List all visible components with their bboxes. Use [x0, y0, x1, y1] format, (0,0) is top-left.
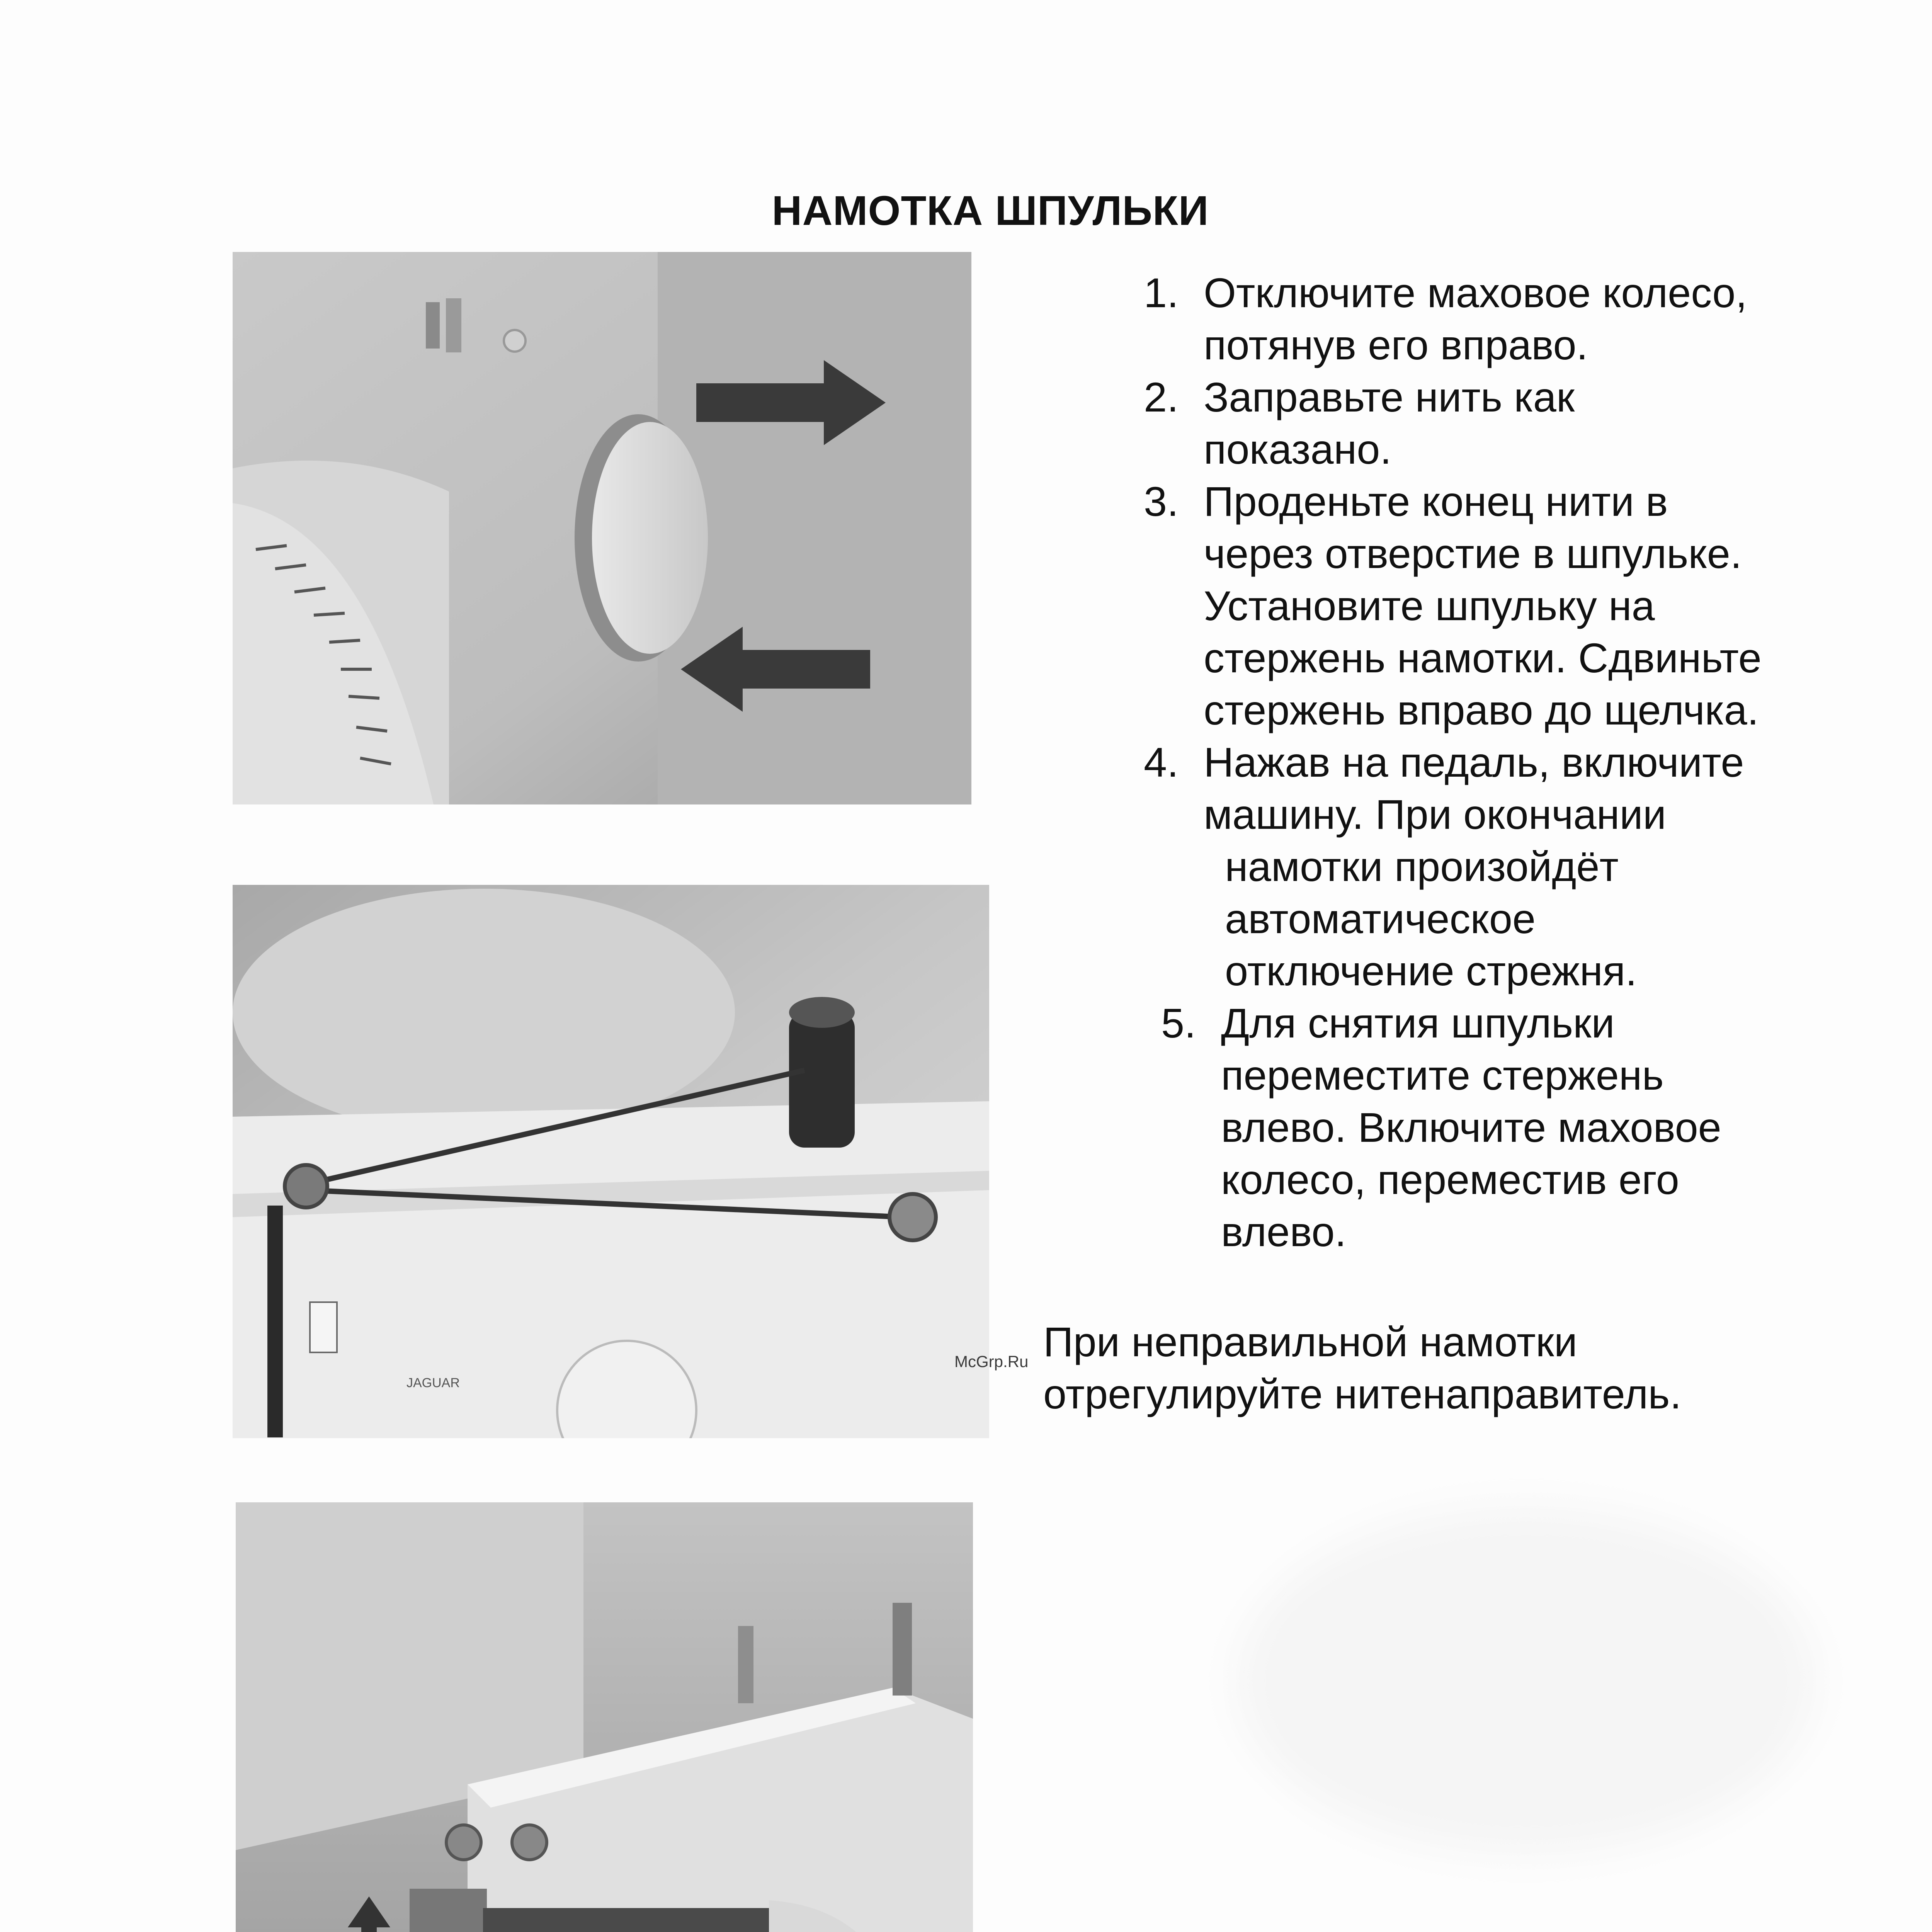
step-line: через отверстие в шпульке.: [1204, 530, 1742, 577]
step-number: 1.: [1144, 269, 1179, 316]
photo-thread-path: [233, 885, 989, 1438]
step-line: Установите шпульку на: [1204, 582, 1655, 629]
step-line: стержень вправо до щелчка.: [1204, 687, 1759, 733]
winding-note: [1043, 1316, 1893, 1420]
step-number: 5.: [1161, 1000, 1196, 1046]
jaguar-logo-text: JAGUAR: [406, 1376, 460, 1390]
step-item: [1136, 267, 1909, 371]
step-line: колесо, переместив его: [1221, 1156, 1679, 1203]
step-line: влево.: [1221, 1208, 1347, 1255]
step-line: Для снятия шпульки: [1221, 1000, 1615, 1046]
step-number: 3.: [1144, 478, 1179, 525]
note-line: При неправильной намотки: [1043, 1318, 1578, 1365]
step-line: Проденьте конец нити в: [1204, 478, 1668, 525]
photo-handwheel-release: [233, 252, 971, 804]
step-item: [1136, 997, 1909, 1258]
step-line: Заправьте нить как: [1204, 374, 1575, 420]
step-line: потянув его вправо.: [1204, 321, 1588, 368]
step-line: машину. При окончании: [1204, 791, 1667, 838]
photo-handwheel-illustration: [233, 252, 971, 804]
step-text: [1204, 475, 1909, 736]
note-line: отрегулируйте нитенаправитель.: [1043, 1371, 1682, 1417]
step-text: [1204, 371, 1909, 475]
step-item: [1136, 475, 1909, 736]
instruction-steps: [1136, 267, 1909, 1258]
step-line: автоматическое: [1225, 895, 1536, 942]
step-line: переместите стержень: [1221, 1052, 1664, 1099]
photo-thread-path-illustration: [233, 885, 989, 1438]
step-text: [1221, 997, 1909, 1258]
step-line: отключение стрежня.: [1225, 947, 1637, 994]
bleed-through-shadow: [1236, 1507, 1816, 1855]
step-line: влево. Включите маховое: [1221, 1104, 1721, 1151]
photo-bobbin-winder-illustration: [236, 1502, 973, 1932]
step-item: [1136, 736, 1909, 997]
step-line: намотки произойдёт: [1225, 843, 1619, 890]
watermark: McGrp.Ru: [954, 1352, 1029, 1371]
step-line: Нажав на педаль, включите: [1204, 739, 1744, 786]
step-number: 4.: [1144, 739, 1179, 786]
step-line: показано.: [1204, 426, 1392, 473]
page-title: НАМОТКА ШПУЛЬКИ: [772, 187, 1209, 234]
photo-bobbin-winder: [236, 1502, 973, 1932]
step-line: Отключите маховое колесо,: [1204, 269, 1747, 316]
step-line: стержень намотки. Сдвиньте: [1204, 634, 1762, 681]
step-text: [1204, 267, 1909, 371]
step-number: 2.: [1144, 374, 1179, 420]
step-item: [1136, 371, 1909, 475]
step-text: [1204, 736, 1909, 997]
